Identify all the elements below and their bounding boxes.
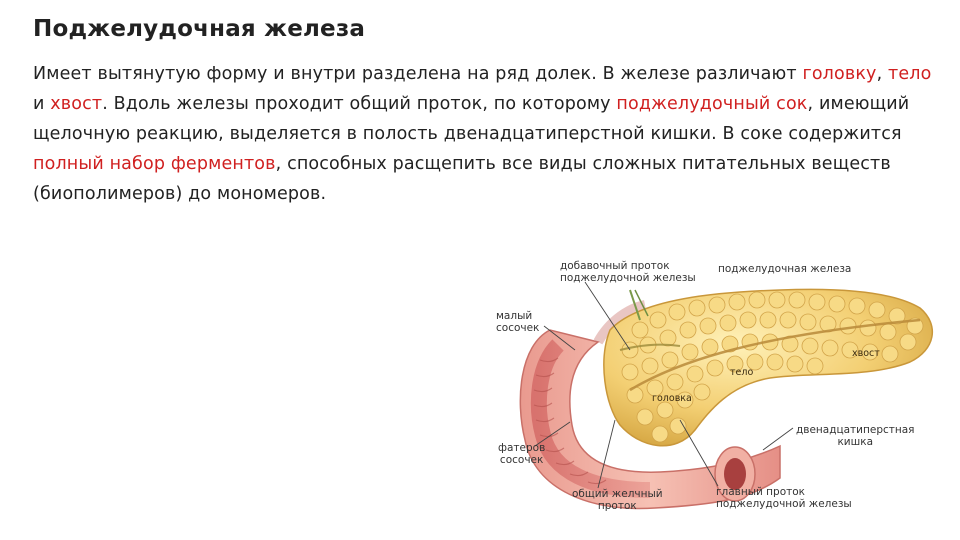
label-head: головка xyxy=(652,393,692,404)
text-segment: Имеет вытянутую форму и внутри разделена на ряд долек. В железе различают xyxy=(33,64,803,84)
label-line: добавочный проток xyxy=(560,260,670,272)
pancreas xyxy=(604,289,932,445)
label-line: кишка xyxy=(837,436,874,448)
label-vater-papilla xyxy=(498,442,545,466)
text-segment: . Вдоль железы проходит общий проток, по которому xyxy=(102,94,617,114)
label-duodenum xyxy=(796,424,914,448)
label-line: сосочек xyxy=(496,322,540,334)
pancreas-diagram xyxy=(480,250,940,535)
description-paragraph xyxy=(33,59,933,209)
text-segment: , xyxy=(876,64,888,84)
label-minor-papilla xyxy=(496,310,539,334)
pancreas-illustration xyxy=(480,250,940,535)
page-title: Поджелудочная железа xyxy=(33,16,366,42)
label-accessory-duct xyxy=(560,260,696,284)
label-main-duct xyxy=(716,486,852,510)
text-segment: , имеющий щелочную реакцию, выделяется в полость двенадцатиперстной кишки. В соке содержится xyxy=(33,94,910,144)
label-body: тело xyxy=(730,367,754,378)
term-body: тело xyxy=(888,64,932,84)
text-segment: , способных расщепить все виды сложных питательных веществ (биополимеров) до мономеров. xyxy=(33,154,891,204)
term-enzymes: полный набор ферментов xyxy=(33,154,276,174)
term-tail: хвост xyxy=(50,94,103,114)
label-line: двенадцатиперстная xyxy=(796,424,915,436)
label-tail: хвост xyxy=(852,348,880,359)
label-line: фатеров xyxy=(498,442,546,454)
text-segment: и xyxy=(33,94,51,114)
term-head: головку xyxy=(802,64,877,84)
label-line: общий желчный xyxy=(572,488,663,500)
label-pancreas: поджелудочная железа xyxy=(718,263,852,275)
label-line: сосочек xyxy=(499,454,544,466)
label-line: поджелудочной железы xyxy=(716,498,852,510)
label-common-bile-duct xyxy=(572,488,663,512)
label-line: малый xyxy=(496,310,533,322)
label-line: проток xyxy=(597,500,637,512)
label-line: поджелудочной железы xyxy=(560,272,696,284)
term-pancreatic-juice: поджелудочный сок xyxy=(616,94,808,114)
label-line: главный проток xyxy=(716,486,806,498)
